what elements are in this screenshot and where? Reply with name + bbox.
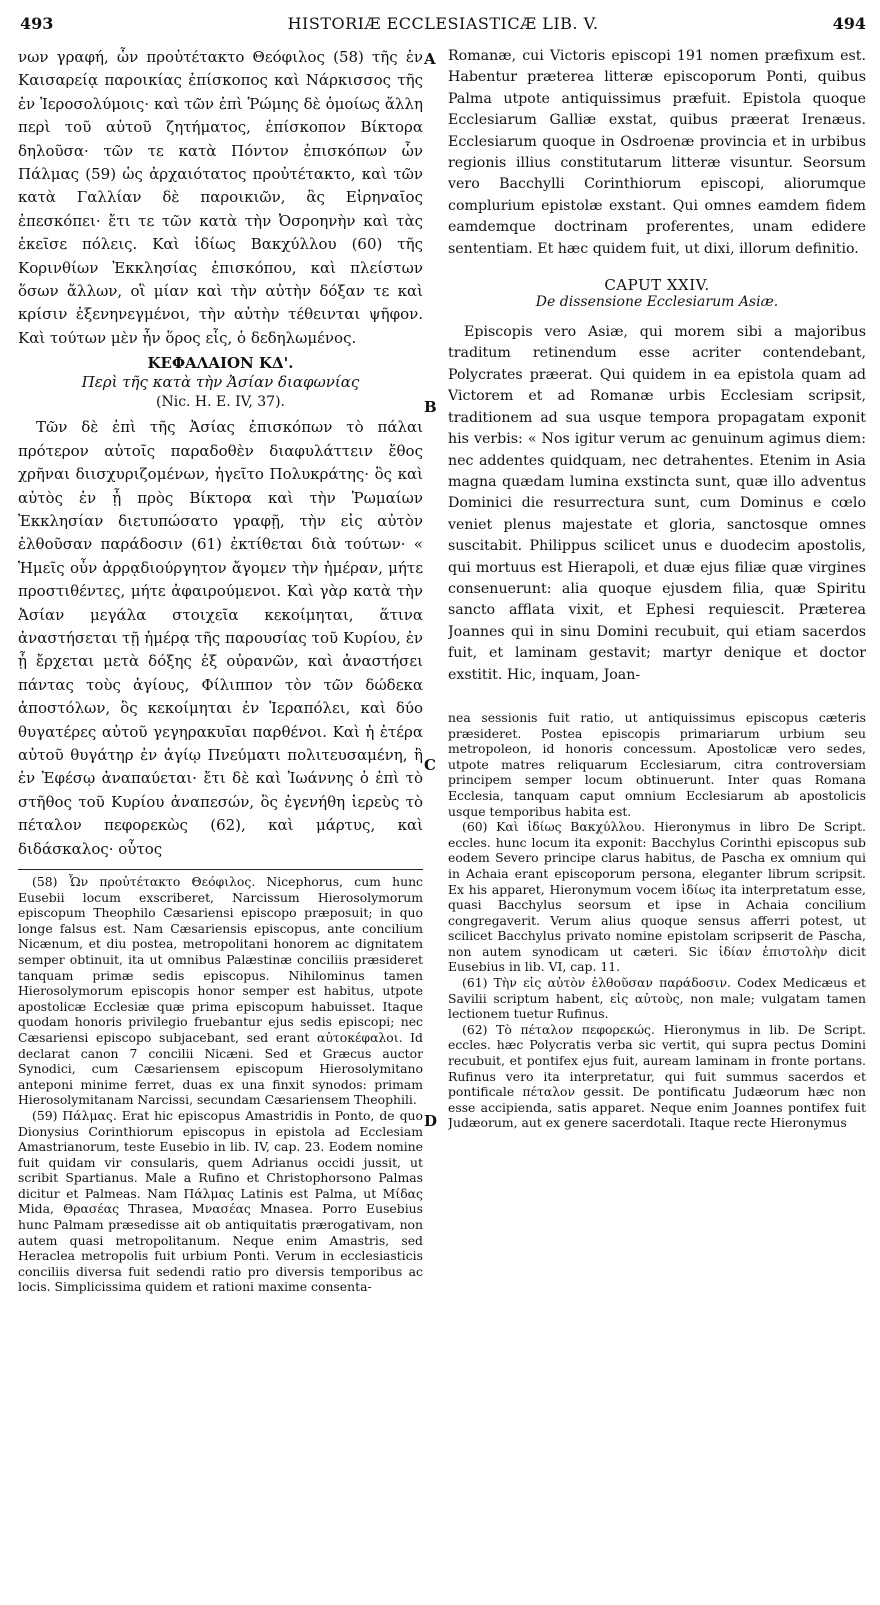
page-number-left: 493	[20, 14, 54, 33]
latin-text-paragraph: Romanæ, cui Victoris episcopi 191 nomen præfixum est. Habentur præterea litteræ episcoporum Ponti, quibus Palma utpote antiquissimus præfuit. Epistola quoque Ecclesiarum Galliæ exstat, quibus præerat Irenæus. Ecclesiarum quoque in Osdroenæ provincia et in urbibus regionis illius constitutarum litteræ visuntur. Seorsum vero Bacchylli Corinthiorum episcopi, aliorumque complurium epistolæ exstant. Qui omnes eamdem fidem eamdemque doctrinam proferentes, unam edidere sententiam. Et hæc quidem fuit, ut dixi, illorum definitio.	[448, 48, 866, 257]
right-column	[448, 46, 866, 1131]
footnote-divider	[18, 869, 423, 870]
footnote-59: (59) Πάλμας. Erat hic episcopus Amastridis in Ponto, de quo Dionysius Corinthiorum episcopus in epistola ad Ecclesiam Amastrianorum, teste Eusebio in lib. IV, cap. 23. Eodem nomine fuit quidam vir consularis, quem Adrianus occidi jussit, ut scribit Spartianus. Male a Rufino et Christophorsono Palmas dicitur et Palmeas. Nam Πάλμας Latinis est Palma, ut Μίδας Mida, Θρασέας Thrasea, Μνασέας Mnasea. Porro Eusebius hunc Palmam præsedisse ait ob antiquitatis prærogativam, non autem quasi metropolitanum. Neque enim Amastris, sed Heraclea metropolis fuit urbium Ponti. Verum in ecclesiasticis conciliis diversa fuit sedendi ratio pro diversis temporibus ac locis. Simplicissima quidem et rationi maxime consenta-	[18, 1107, 423, 1295]
greek-text-paragraph: νων γραφή, ὧν προὐτέτακτο Θεόφιλος (58) τῆς ἐν Καισαρείᾳ παροικίας ἐπίσκοπος καὶ Νάρκισσος τῆς ἐν Ἱεροσολύμοις· καὶ τῶν ἐπὶ Ῥώμης δὲ ὁμοίως ἄλλη περὶ τοῦ αὐτοῦ ζητήματος, ἐπίσκοπον Βίκτορα δηλοῦσα· τῶν τε κατὰ Πόντον ἐπισκόπων ὧν Πάλμας (59) ὡς ἀρχαιότατος προὐτέτακτο, καὶ τῶν κατὰ Γαλλίαν δὲ παροικιῶν, ἃς Εἰρηναῖος ἐπεσκόπει· ἔτι τε τῶν κατὰ τὴν Ὀσροηνὴν καὶ τὰς ἐκεῖσε πόλεις. Καὶ ἰδίως Βακχύλλου (60) τῆς Κορινθίων Ἐκκλησίας ἐπισκόπου, καὶ πλείστων ὅσων ἄλλων, οἳ μίαν καὶ τὴν αὐτὴν δόξαν τε καὶ κρίσιν ἐξενηνεγμένοι, τὴν αὐτὴν τέθεινται ψῆφον. Καὶ τούτων μὲν ἦν ὅρος εἷς, ὁ δεδηλωμένος.	[18, 48, 423, 347]
chapter-heading-latin: CAPUT XXIV.	[604, 276, 710, 295]
chapter-title-greek: Περὶ τῆς κατὰ τὴν Ἀσίαν διαφωνίας	[81, 373, 360, 392]
footnotes-right	[448, 710, 866, 1131]
margin-letter-d: D	[424, 1112, 438, 1130]
footnotes-left	[18, 874, 423, 1295]
left-column	[18, 46, 423, 1295]
margin-letter-b: B	[424, 398, 437, 416]
latin-text-paragraph: Episcopis vero Asiæ, qui morem sibi a majoribus traditum retinendum esse acriter contendebant, Polycrates præerat. Qui quidem in ea epistola quam ad Victorem et ad Romanæ urbis Ecclesiam scripsit, traditionem ad sua usque tempora propagatam exponit his verbis: « Nos igitur verum ac genuinum agimus diem: nec addentes quidquam, nec detrahentes. Etenim in Asia magna quædam lumina exstincta sunt, quæ illo adventus Dominici die resurrectura sunt, cum Dominus e cœlo veniet plenus majestate et gloria, sanctosque omnes suscitabit. Philippus scilicet unus e duodecim apostolis, qui mortuus est Hierapoli, et duæ ejus filiæ quæ virgines consenuerunt: alia quoque ejusdem filia, quæ Spiritu sancto afflata vixit, et Ephesi requiescit. Præterea Joannes qui in sinu Domini recubuit, qui etiam sacerdos fuit, et laminam gestavit; martyr denique et doctor exstitit. Hic, inquam, Joan-	[448, 324, 866, 683]
footnote-60: (60) Καὶ ἰδίως Βακχύλλου. Hieronymus in libro De Script. eccles. hunc locum ita exponit: Bacchylus Corinthi episcopus sub eodem Severo principe clarus habitus, de Pascha ex omnium qui in Achaia erant episcoporum persona, eleganter librum scripsit. Ex his apparet, Hieronymum vocem ἰδίως ita interpretatum esse, quasi Bacchylus seorsum et ipse in Achaia concilium congregaverit. Verum alius quoque sensus afferri potest, ut scilicet Bacchylus privato nomine epistolam scripserit de Pascha, non autem synodicam ut cæteri. Sic ἰδίαν ἐπιστολὴν dicit Eusebius in lib. VI, cap. 11.	[448, 819, 866, 975]
footnote-61: (61) Τὴν εἰς αὐτὸν ἐλθοῦσαν παράδοσιν. Codex Medicæus et Savilii scriptum habent, εἰς αὐτοὺς, non male; vulgatam tamen lectionem tuetur Rufinus.	[448, 975, 866, 1022]
page-number-right: 494	[832, 14, 866, 33]
margin-letter-c: C	[424, 756, 436, 774]
running-title: HISTORIÆ ECCLESIASTICÆ LIB. V.	[287, 14, 599, 33]
footnote-59-continuation: nea sessionis fuit ratio, ut antiquissimus episcopus cæteris præsideret. Postea episcopis primariarum urbium seu metropoleon, id honoris concessum. Apostolicæ vero sedes, utpote matres reliquarum Ecclesiarum, citra controversiam principem semper locum obtinuerunt. Inter quas Romana Ecclesia, tanquam caput omnium Ecclesiarum ab apostolicis usque temporibus habita est.	[448, 709, 866, 819]
chapter-reference: (Nic. H. E. IV, 37).	[156, 394, 285, 411]
chapter-heading-greek: ΚΕΦΑΛΑΙΟΝ ΚΔ'.	[147, 354, 294, 373]
chapter-title-latin: De dissensione Ecclesiarum Asiæ.	[535, 294, 779, 311]
page-header	[20, 14, 866, 42]
greek-text-paragraph: Τῶν δὲ ἐπὶ τῆς Ἀσίας ἐπισκόπων τὸ πάλαι πρότερον αὐτοῖς παραδοθὲν διαφυλάττειν ἔθος χρῆναι διισχυριζομένων, ἡγεῖτο Πολυκράτης· ὃς καὶ αὐτὸς ἐν ᾗ πρὸς Βίκτορα καὶ τὴν Ῥωμαίων Ἐκκλησίαν διετυπώσατο γραφῇ, τὴν εἰς αὐτὸν ἐλθοῦσαν παράδοσιν (61) ἐκτίθεται διὰ τούτων· « Ἡμεῖς οὖν ἀρρᾳδιούργητον ἄγομεν τὴν ἡμέραν, μήτε προστιθέντες, μήτε ἀφαιρούμενοι. Καὶ γὰρ κατὰ τὴν Ἀσίαν μεγάλα στοιχεῖα κεκοίμηται, ἅτινα ἀναστήσεται τῇ ἡμέρᾳ τῆς παρουσίας τοῦ Κυρίου, ἐν ᾗ ἔρχεται μετὰ δόξης ἐξ οὐρανῶν, καὶ ἀναστήσει πάντας τοὺς ἁγίους, Φίλιππον τὸν τῶν δώδεκα ἀποστόλων, ὃς κεκοίμηται ἐν Ἱεραπόλει, καὶ δύο θυγατέρες αὐτοῦ γεγηρακυῖαι παρθένοι. Καὶ ἡ ἑτέρα αὐτοῦ θυγάτηρ ἐν ἁγίῳ Πνεύματι πολιτευσαμένη, ἣ ἐν Ἐφέσῳ ἀναπαύεται· ἔτι δὲ καὶ Ἰωάννης ὁ ἐπὶ τὸ στῆθος τοῦ Κυρίου ἀναπεσών, ὃς ἐγενήθη ἱερεὺς τὸ πέταλον πεφορεκὼς (62), καὶ μάρτυς, καὶ διδάσκαλος· οὗτος	[18, 418, 423, 858]
margin-letter-a: A	[424, 50, 436, 68]
footnote-62: (62) Τὸ πέταλον πεφορεκώς. Hieronymus in lib. De Script. eccles. hæc Polycratis verba sic vertit, qui supra pectus Domini recubuit, et pontifex ejus fuit, auream laminam in fronte portans. Rufinus vero ita interpretatur, qui fuit summus sacerdos et pontificale πέταλον gessit. De pontificatu Judæorum hæc non esse accipienda, satis apparet. Neque enim Joannes pontifex fuit Judæorum, aut ex genere sacerdotali. Itaque recte Hieronymus	[448, 1021, 866, 1131]
footnote-58: (58) Ὧν προὐτέτακτο Θεόφιλος. Nicephorus, cum hunc Eusebii locum exscriberet, Narcissum Hierosolymorum episcopum Theophilo Cæsariensi episcopo præposuit; in quo longe falsus est. Nam Cæsariensis episcopus, ante concilium Nicænum, et diu postea, metropolitani honorem ac dignitatem semper obtinuit, ita ut omnibus Palæstinæ conciliis præsideret tanquam primæ sedis episcopus. Nihilominus tamen Hierosolymorum episcopis honor semper est habitus, utpote apostolicæ Ecclesiæ quæ prima episcopum habuisset. Itaque quodam honoris privilegio fruebantur ejus sedis episcopi; nec Cæsariensi episcopo subjacebant, sed erant αὐτοκέφαλοι. Id declarat canon 7 concilii Nicæni. Sed et Græcus auctor Synodici, cum Cæsariensem episcopum Hierosolymitano anteponi minime ferret, duas ex una finxit synodos: primam Hierosolymitanam Narcissi, secundam Cæsariensem Theophili.	[18, 874, 423, 1108]
